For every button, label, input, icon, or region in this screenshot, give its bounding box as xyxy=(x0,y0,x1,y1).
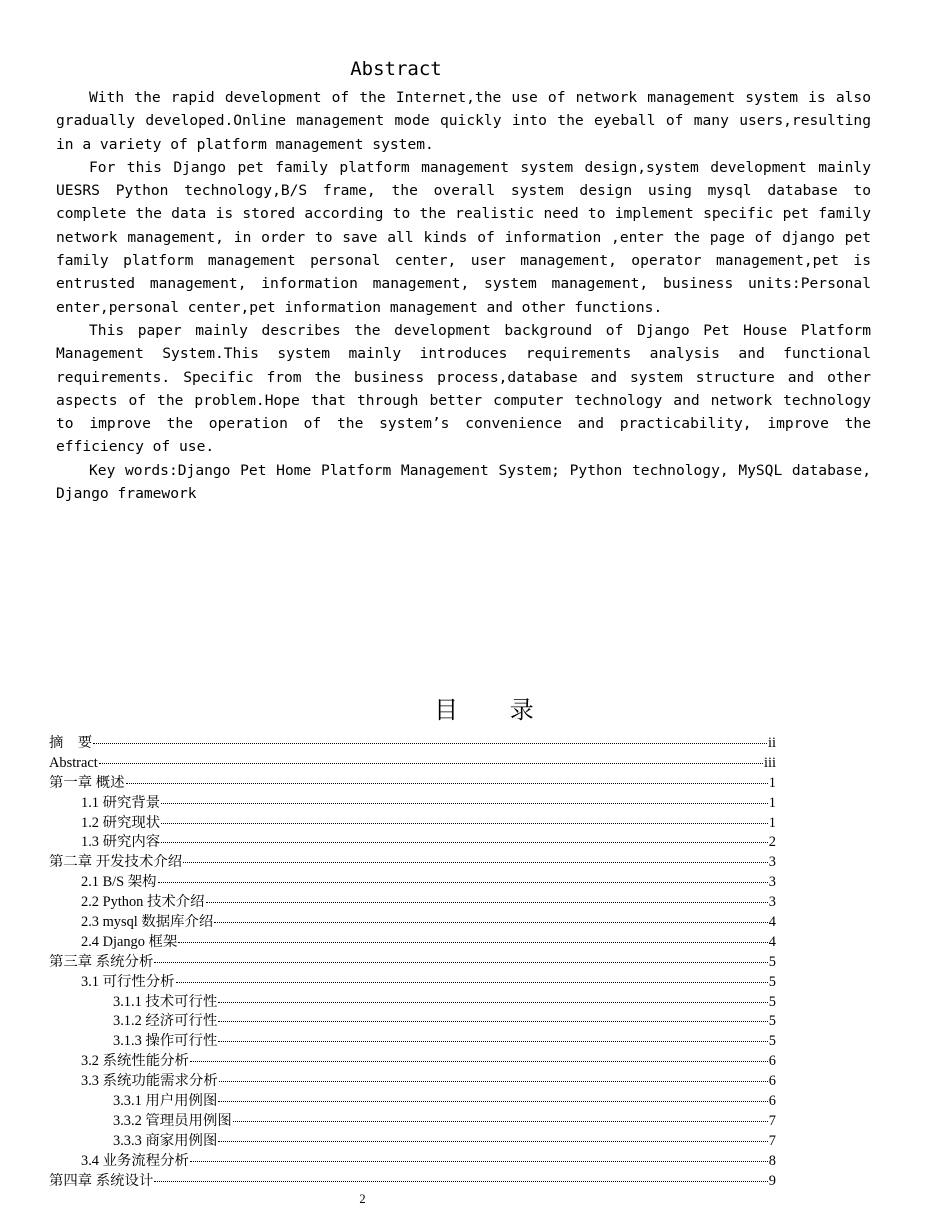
toc-entry-page: 8 xyxy=(768,1152,776,1169)
toc-leader-dots xyxy=(218,1020,767,1022)
toc-entry[interactable] xyxy=(49,853,776,873)
toc-entry-page: 7 xyxy=(768,1112,776,1129)
toc-leader-dots xyxy=(99,762,763,764)
toc-entry-page: 1 xyxy=(768,774,776,791)
toc-entry-title: 3.4 业务流程分析 xyxy=(81,1152,189,1169)
toc-entry[interactable] xyxy=(49,953,776,973)
toc-entry[interactable] xyxy=(49,734,776,754)
toc-entry-page: 6 xyxy=(768,1093,776,1110)
toc-entry-page: 5 xyxy=(768,1013,776,1030)
toc-entry[interactable] xyxy=(49,1112,776,1132)
toc-entry-page: 6 xyxy=(768,1053,776,1070)
toc-entry[interactable] xyxy=(49,1072,776,1092)
toc-entry-page: 9 xyxy=(768,1172,776,1189)
toc-entry[interactable] xyxy=(49,893,776,913)
toc-entry[interactable] xyxy=(49,1012,776,1032)
toc-leader-dots xyxy=(206,901,768,903)
toc-entry-page: 1 xyxy=(768,814,776,831)
toc-entry[interactable] xyxy=(49,1132,776,1152)
toc-entry-page: 6 xyxy=(768,1073,776,1090)
toc-entry-title: 2.1 B/S 架构 xyxy=(81,874,157,891)
toc-entry-page: 4 xyxy=(768,914,776,931)
toc-entry-title: 3.2 系统性能分析 xyxy=(81,1053,189,1070)
toc-entry-title: 2.2 Python 技术介绍 xyxy=(81,894,205,911)
page-number: 2 xyxy=(359,1192,366,1206)
toc-entry-page: ii xyxy=(768,735,776,751)
toc-leader-dots xyxy=(218,1140,767,1142)
toc-leader-dots xyxy=(161,802,768,804)
toc-entry-title: 1.1 研究背景 xyxy=(81,794,161,811)
toc-entry-title: 3.1.3 操作可行性 xyxy=(113,1033,218,1050)
abstract-paragraph: This paper mainly describes the development background of Django Pet House Platform Management System.This system mainly introduces requirements analysis and functional requirements. Specific from the business process,database and system structure and other aspects of the problem.Hope that through better computer technology and network technology to improve the operation of the system’s convenience and practicability, improve the efficiency of use. xyxy=(56,321,871,456)
toc-entry-title: Abstract xyxy=(49,754,98,771)
toc-entry-title: 3.3.3 商家用例图 xyxy=(113,1132,218,1149)
toc-entry-page: 5 xyxy=(768,953,776,970)
toc-leader-dots xyxy=(218,1100,767,1102)
toc-entry-page: 3 xyxy=(768,894,776,911)
toc-entry[interactable] xyxy=(49,1052,776,1072)
toc-leader-dots xyxy=(158,881,768,883)
toc-entry[interactable] xyxy=(49,1152,776,1172)
toc-leader-dots xyxy=(219,1080,768,1082)
toc-entry-page: 4 xyxy=(768,933,776,950)
toc-entry[interactable] xyxy=(49,833,776,853)
toc-entry-page: 5 xyxy=(768,973,776,990)
toc-entry[interactable] xyxy=(49,913,776,933)
toc-entry-page: 7 xyxy=(768,1132,776,1149)
toc-entry-title: 2.4 Django 框架 xyxy=(81,933,178,950)
toc-entry[interactable] xyxy=(49,754,776,774)
toc-leader-dots xyxy=(126,782,768,784)
toc-leader-dots xyxy=(154,1180,767,1182)
abstract-body xyxy=(56,86,871,505)
toc-entry[interactable] xyxy=(49,1172,776,1192)
toc-entry[interactable] xyxy=(49,1032,776,1052)
toc-entry-page: 5 xyxy=(768,993,776,1010)
toc-entry-title: 3.3 系统功能需求分析 xyxy=(81,1073,218,1090)
toc-leader-dots xyxy=(233,1120,768,1122)
table-of-contents xyxy=(49,734,776,1191)
abstract-paragraph: With the rapid development of the Internet,the use of network management system is also gradually developed.Online management mode quickly into the eyeball of many users,resulting in a variety of platform management system. xyxy=(56,89,871,153)
toc-entry-title: 3.3.1 用户用例图 xyxy=(113,1093,218,1110)
toc-leader-dots xyxy=(154,961,767,963)
toc-leader-dots xyxy=(178,941,767,943)
toc-entry-title: 第三章 系统分析 xyxy=(49,953,154,970)
toc-leader-dots xyxy=(214,921,767,923)
toc-entry-title: 2.3 mysql 数据库介绍 xyxy=(81,914,214,931)
toc-entry[interactable] xyxy=(49,794,776,814)
toc-entry-title: 1.3 研究内容 xyxy=(81,834,161,851)
toc-title: 目 录 xyxy=(434,696,556,724)
abstract-paragraph: For this Django pet family platform management system design,system development mainly UESRS Python technology,B/S frame, the overall system design using mysql database to complete the data is stored according to the realistic need to implement specific pet family network management, in order to save all kinds of information ,enter the page of django pet family platform management personal center, user management, operator management,pet is entrusted management, information management, system management, business units:Personal enter,personal center,pet information management and other functions. xyxy=(56,158,871,316)
toc-entry-title: 3.1 可行性分析 xyxy=(81,973,175,990)
toc-leader-dots xyxy=(161,841,768,843)
toc-leader-dots xyxy=(190,1060,768,1062)
toc-leader-dots xyxy=(218,1001,767,1003)
toc-entry-page: iii xyxy=(764,754,776,771)
toc-leader-dots xyxy=(183,861,768,863)
toc-entry[interactable] xyxy=(49,814,776,834)
toc-entry-title: 第一章 概述 xyxy=(49,774,125,791)
toc-entry[interactable] xyxy=(49,973,776,993)
toc-entry-page: 3 xyxy=(768,874,776,891)
toc-entry[interactable] xyxy=(49,993,776,1013)
toc-entry-page: 3 xyxy=(768,854,776,871)
toc-entry-title: 3.3.2 管理员用例图 xyxy=(113,1112,232,1129)
toc-leader-dots xyxy=(218,1040,767,1042)
toc-leader-dots xyxy=(190,1160,768,1162)
toc-entry[interactable] xyxy=(49,1092,776,1112)
keywords-paragraph: Key words:Django Pet Home Platform Management System; Python technology, MySQL database, Django framework xyxy=(56,461,871,503)
toc-entry[interactable] xyxy=(49,933,776,953)
toc-entry-page: 2 xyxy=(768,834,776,851)
toc-entry-title: 3.1.2 经济可行性 xyxy=(113,1013,218,1030)
toc-entry[interactable] xyxy=(49,774,776,794)
toc-entry-page: 1 xyxy=(768,794,776,811)
toc-entry-page: 5 xyxy=(768,1033,776,1050)
toc-entry-title: 第四章 系统设计 xyxy=(49,1172,154,1189)
toc-entry-title: 3.1.1 技术可行性 xyxy=(113,993,218,1010)
toc-entry-title: 1.2 研究现状 xyxy=(81,814,161,831)
toc-entry[interactable] xyxy=(49,873,776,893)
toc-entry-title: 第二章 开发技术介绍 xyxy=(49,854,183,871)
toc-leader-dots xyxy=(93,742,767,744)
toc-leader-dots xyxy=(176,981,768,983)
toc-entry-title: 摘 要 xyxy=(49,735,93,751)
toc-leader-dots xyxy=(161,822,768,824)
abstract-title: Abstract xyxy=(350,58,442,80)
